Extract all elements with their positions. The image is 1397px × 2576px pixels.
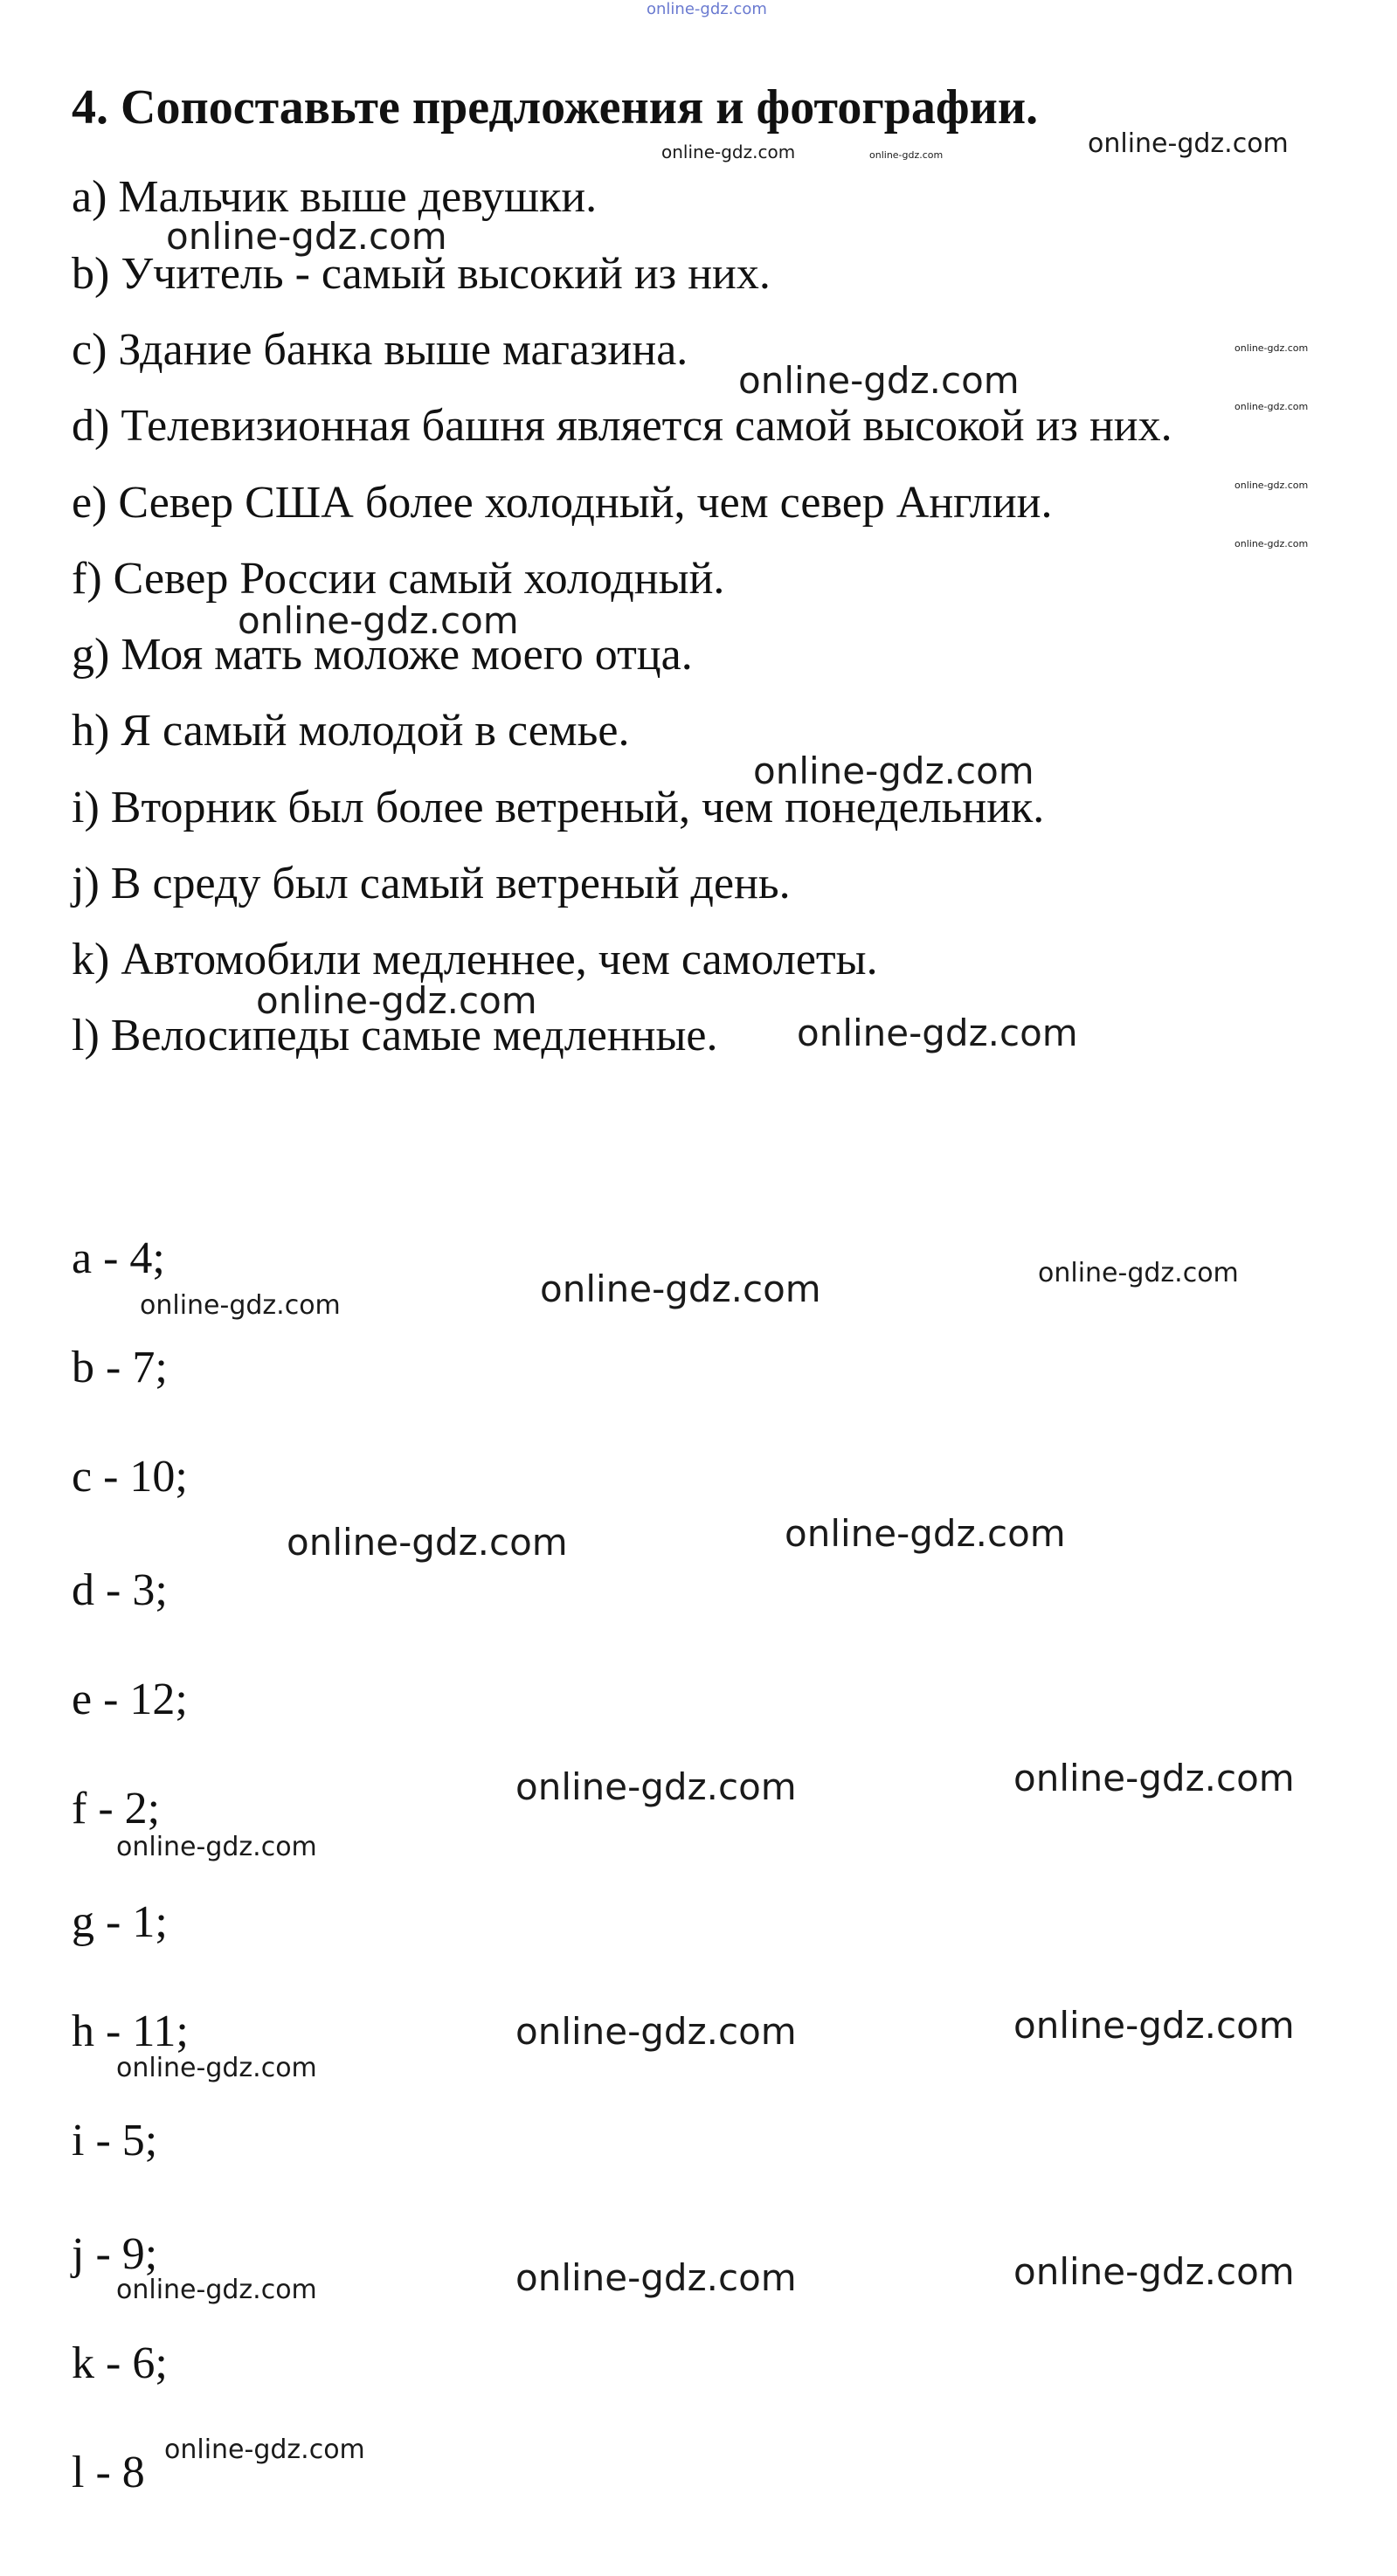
watermark: online-gdz.com: [515, 2256, 797, 2299]
sentence-l: l) Велосипеды самые медленные.: [72, 1011, 718, 1060]
sentence-k: k) Автомобили медленнее, чем самолеты.: [72, 935, 878, 984]
watermark: online-gdz.com: [140, 1290, 341, 1321]
sentence-e: e) Север США более холодный, чем север Англии.: [72, 478, 1053, 528]
sentence-f: f) Север России самый холодный.: [72, 554, 725, 604]
watermark: online-gdz.com: [738, 359, 1020, 402]
watermark: online-gdz.com: [869, 149, 944, 161]
sentence-a: a) Мальчик выше девушки.: [72, 172, 598, 222]
watermark: online-gdz.com: [1234, 401, 1309, 412]
sentence-d: d) Телевизионная башня является самой высокой из них.: [72, 401, 1172, 451]
answer-a: a - 4;: [72, 1233, 165, 1283]
task-title: 4. Сопоставьте предложения и фотографии.: [72, 80, 1039, 135]
answer-l: l - 8: [72, 2448, 145, 2497]
watermark: online-gdz.com: [785, 1512, 1066, 1555]
watermark: online-gdz.com: [540, 1267, 821, 1310]
watermark: online-gdz.com: [1234, 538, 1309, 549]
answer-k: k - 6;: [72, 2338, 168, 2388]
answer-e: e - 12;: [72, 1675, 188, 1724]
answer-d: d - 3;: [72, 1565, 168, 1615]
watermark: online-gdz.com: [116, 2053, 317, 2083]
watermark: online-gdz.com: [1088, 128, 1289, 159]
sentence-j: j) В среду был самый ветреный день.: [72, 859, 791, 908]
answer-f: f - 2;: [72, 1784, 161, 1834]
answer-g: g - 1;: [72, 1897, 168, 1947]
watermark: online-gdz.com: [287, 1521, 568, 1564]
sentence-g: g) Моя мать моложе моего отца.: [72, 630, 693, 680]
watermark: online-gdz.com: [661, 142, 796, 162]
watermark: online-gdz.com: [647, 0, 767, 18]
answer-i: i - 5;: [72, 2116, 158, 2165]
watermark: online-gdz.com: [1038, 1258, 1239, 1288]
answer-j: j - 9;: [72, 2229, 158, 2279]
sentence-h: h) Я самый молодой в семье.: [72, 706, 630, 756]
watermark: online-gdz.com: [1013, 2004, 1295, 2047]
watermark: online-gdz.com: [1013, 2250, 1295, 2293]
watermark: online-gdz.com: [1234, 342, 1309, 354]
watermark: online-gdz.com: [256, 979, 537, 1022]
sentence-c: c) Здание банка выше магазина.: [72, 325, 688, 375]
watermark: online-gdz.com: [797, 1012, 1078, 1054]
watermark: online-gdz.com: [238, 599, 519, 642]
watermark: online-gdz.com: [1234, 480, 1309, 491]
watermark: online-gdz.com: [753, 749, 1034, 792]
watermark: online-gdz.com: [116, 1832, 317, 1862]
sentence-i: i) Вторник был более ветреный, чем понедельник.: [72, 783, 1045, 832]
watermark: online-gdz.com: [116, 2275, 317, 2305]
answer-b: b - 7;: [72, 1343, 168, 1392]
answer-c: c - 10;: [72, 1452, 188, 1502]
answer-h: h - 11;: [72, 2006, 189, 2056]
sentence-b: b) Учитель - самый высокий из них.: [72, 249, 771, 299]
watermark: online-gdz.com: [164, 2434, 365, 2465]
watermark: online-gdz.com: [515, 1765, 797, 1808]
watermark: online-gdz.com: [166, 215, 447, 258]
watermark: online-gdz.com: [1013, 1757, 1295, 1799]
watermark: online-gdz.com: [515, 2010, 797, 2053]
